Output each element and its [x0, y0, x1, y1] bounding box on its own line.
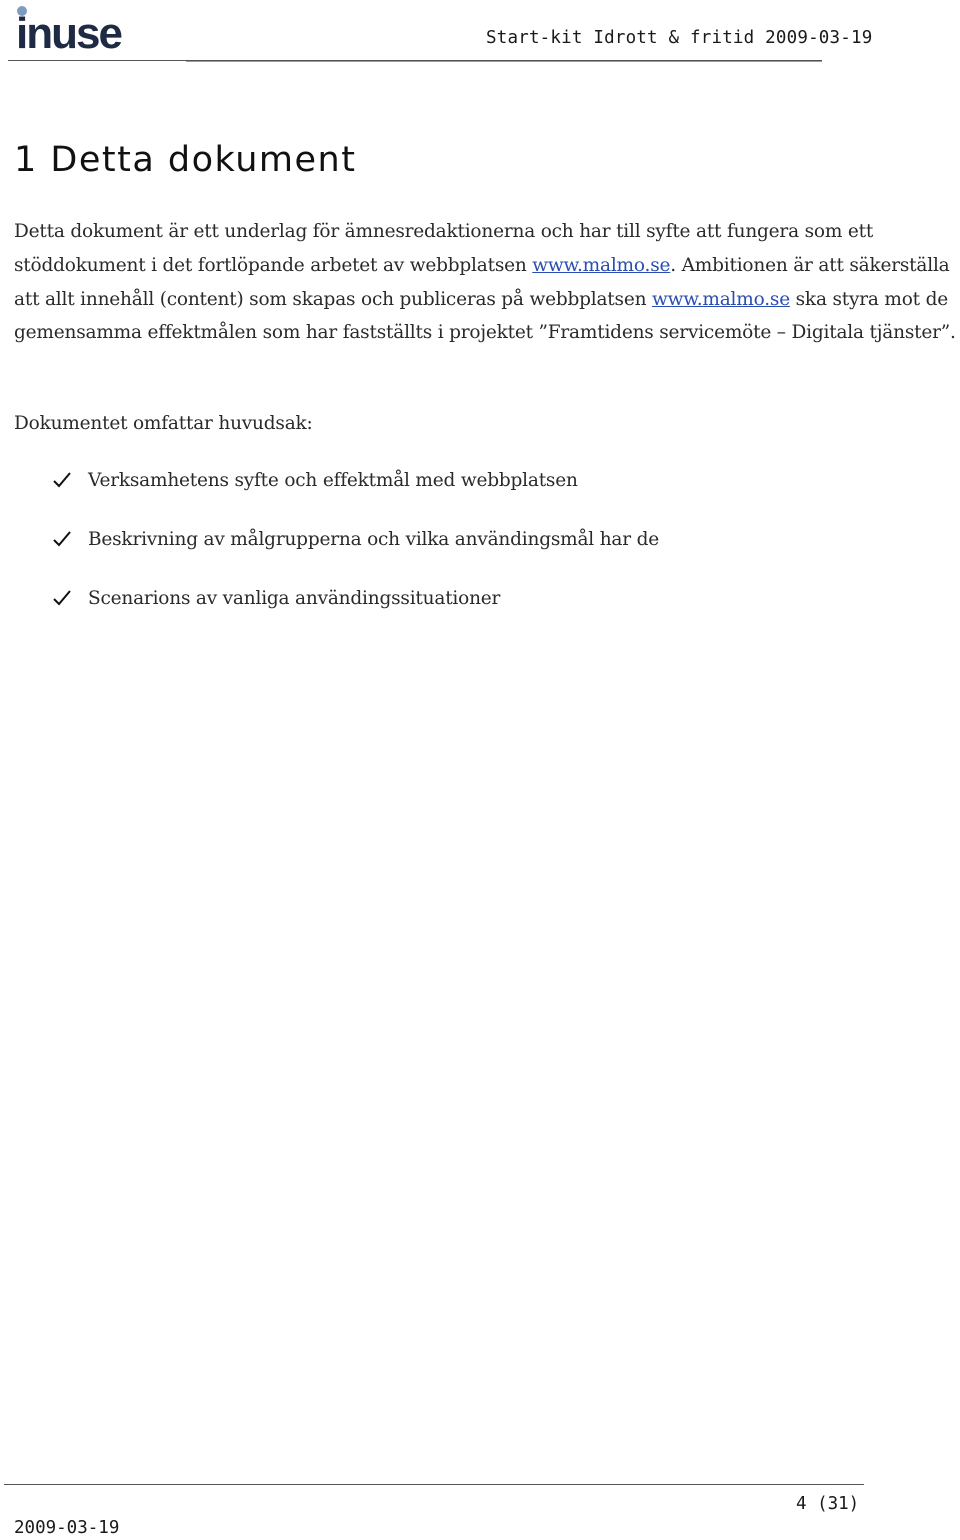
list-item-text: Scenarions av vanliga användingssituationer — [88, 588, 501, 609]
section-heading — [14, 140, 356, 180]
checkmark-icon — [52, 470, 72, 490]
inuse-logo — [16, 4, 136, 52]
checkmark-icon — [52, 529, 72, 549]
checkmark-icon — [52, 588, 72, 608]
header-divider-secondary — [186, 61, 822, 62]
list-item-text: Verksamhetens syfte och effektmål med webbplatsen — [88, 470, 578, 491]
body-paragraph — [14, 215, 956, 350]
section-number: 1 — [14, 140, 38, 180]
svg-text:inuse: inuse — [16, 9, 121, 52]
footer-date: 2009-03-19 — [14, 1518, 120, 1538]
paragraph-text-1: Detta dokument är ett underlag för ämnesredaktionerna och har till syfte att fungera som ett stöddokument i det fortlöpande arbetet av webbplatsen — [14, 221, 874, 276]
page-number: 4 (31) — [796, 1494, 860, 1514]
section-title: Detta dokument — [50, 140, 357, 180]
header-title: Start-kit Idrott & fritid 2009-03-19 — [486, 28, 873, 48]
malmo-link-1[interactable]: www.malmo.se — [532, 254, 671, 276]
list-item-text: Beskrivning av målgrupperna och vilka användingsmål har de — [88, 529, 659, 550]
paragraph-text-2: . Ambitionen är att säkerställa att allt innehåll (content) som skapas och publiceras på webbplatsen — [14, 254, 950, 310]
paragraph-text-3: ska styra mot de gemensamma effektmålen som har fastställts i projektet ”Framtidens servicemöte – Digitala tjänster”. — [14, 288, 956, 344]
footer-divider — [4, 1484, 864, 1485]
list-intro: Dokumentet omfattar huvudsak: — [14, 413, 313, 434]
malmo-link-2[interactable]: www.malmo.se — [651, 288, 790, 310]
